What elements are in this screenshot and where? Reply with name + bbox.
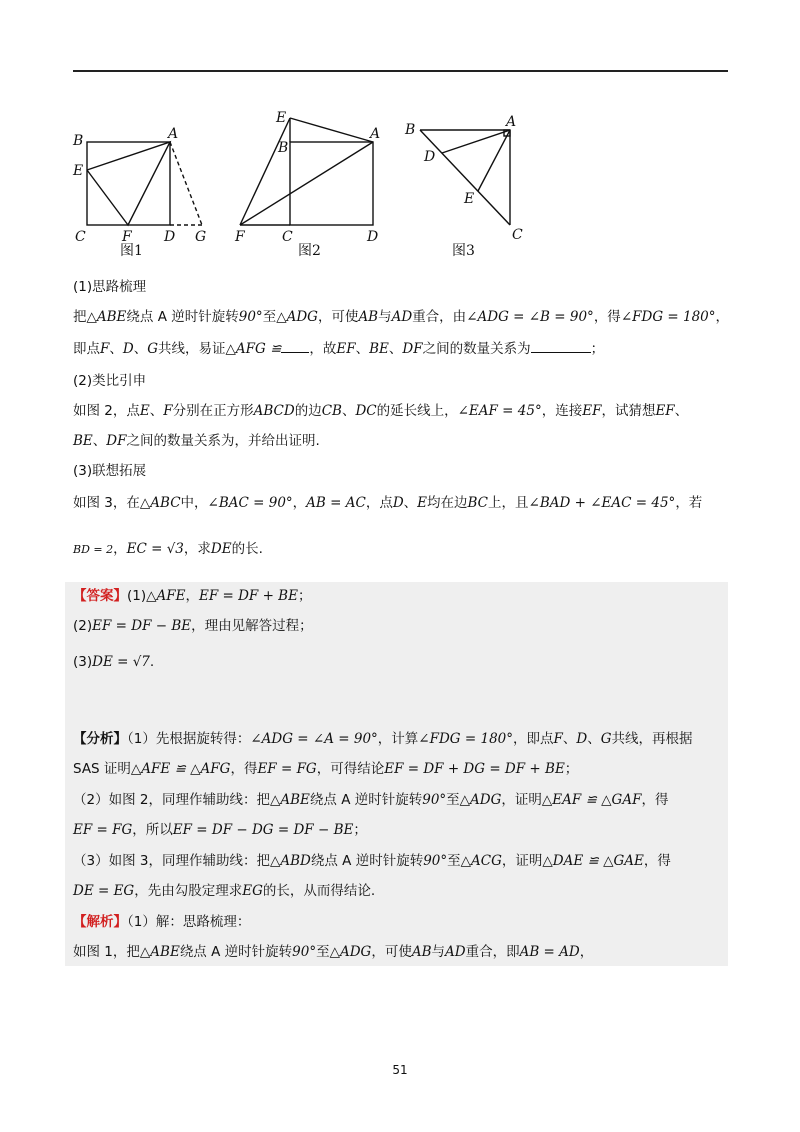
fig2-label-B: B (278, 140, 289, 156)
fig3-label-E: E (464, 191, 475, 207)
analysis-line3: （2）如图 2，同理作辅助线：把△ABE绕点 A 逆时针旋转90°至△ADG，证明△EAF ≌ △GAF，得 (73, 792, 669, 808)
answer-line1: 【答案】(1)△AFE，EF = DF + BE； (73, 588, 312, 604)
fig2-caption: 图2 (298, 243, 321, 259)
fig2-label-C: C (282, 229, 293, 245)
fig1-label-G: G (195, 229, 207, 245)
part2-line1: 如图 2，点E、F分别在正方形ABCD的边CB、DC的延长线上，∠EAF = 45°，连接EF，试猜想EF、 (73, 403, 689, 419)
fig1-label-D: D (164, 229, 176, 245)
analysis-line1: 【分析】（1）先根据旋转得：∠ADG = ∠A = 90°，计算∠FDG = 180°，即点F、D、G共线，再根据 (73, 731, 693, 747)
answer-line2: (2)EF = DF − BE，理由见解答过程； (73, 618, 313, 634)
fig1-label-A: A (168, 126, 179, 142)
part1-heading: (1)思路梳理 (73, 279, 147, 295)
answer-line3: (3)DE = √7. (73, 654, 155, 670)
fig1-label-B: B (73, 133, 84, 149)
fig2-label-A: A (370, 126, 381, 142)
fig3-caption: 图3 (452, 243, 475, 259)
blank-1[interactable] (281, 338, 309, 353)
fig1-label-E: E (73, 163, 84, 179)
fig1-label-F: F (122, 229, 132, 245)
fig1-caption: 图1 (120, 243, 143, 259)
fig3-label-D: D (424, 149, 436, 165)
header-rule (73, 70, 728, 72)
analysis-line4: EF = FG，所以EF = DF − DG = DF − BE； (73, 822, 367, 838)
fig2-label-E: E (276, 110, 287, 126)
solution-line1: 【解析】（1）解：思路梳理： (73, 914, 251, 930)
blank-2[interactable] (531, 338, 591, 353)
figure-2 (230, 100, 400, 265)
analysis-line2: SAS 证明△AFE ≌ △AFG，得EF = FG，可得结论EF = DF + DG = DF + BE； (73, 761, 579, 777)
figures-area (70, 100, 540, 265)
figure-1 (70, 100, 220, 265)
fig2-label-D: D (367, 229, 379, 245)
part3-heading: (3)联想拓展 (73, 463, 147, 479)
part2-line2: BE、DF之间的数量关系为，并给出证明. (73, 433, 320, 449)
fig2-label-F: F (235, 229, 245, 245)
fig1-label-C: C (75, 229, 86, 245)
analysis-line6: DE = EG，先由勾股定理求EG的长，从而得结论. (73, 883, 376, 899)
part1-line2: 即点F、D、G共线，易证△AFG ≌ ，故EF、BE、DF之间的数量关系为 ； (73, 338, 604, 360)
fig3-label-C: C (512, 227, 523, 243)
page-number: 51 (392, 1063, 408, 1077)
part3-line1: 如图 3，在△ABC中，∠BAC = 90°，AB = AC，点D、E均在边BC上，且∠BAD + ∠EAC = 45°，若 (73, 495, 703, 511)
part1-line1: 把△ABE绕点 A 逆时针旋转90°至△ADG，可使AB与AD重合，由∠ADG = ∠B = 90°，得∠FDG = 180°， (73, 309, 730, 325)
solution-line2: 如图 1，把△ABE绕点 A 逆时针旋转90°至△ADG，可使AB与AD重合，即AB = AD， (73, 944, 594, 960)
part2-heading: (2)类比引申 (73, 373, 147, 389)
fig3-label-B: B (405, 122, 416, 138)
figure-3 (402, 100, 542, 265)
fig3-label-A: A (506, 114, 517, 130)
part3-line2: BD = 2，EC = √3，求DE的长. (73, 541, 263, 557)
analysis-line5: （3）如图 3，同理作辅助线：把△ABD绕点 A 逆时针旋转90°至△ACG，证明△DAE ≌ △GAE，得 (73, 853, 671, 869)
